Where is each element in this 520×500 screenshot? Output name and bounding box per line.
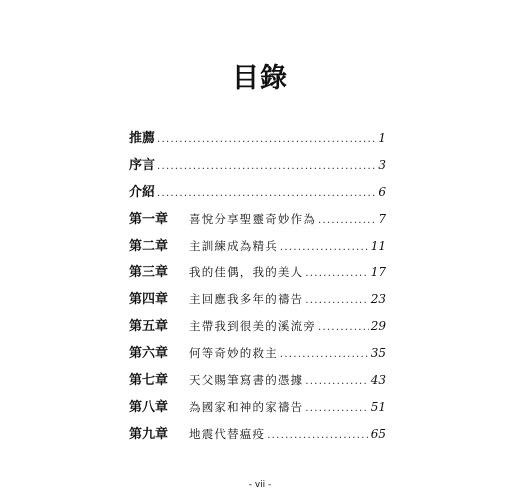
dot-leader — [305, 295, 368, 306]
toc-page-number: 51 — [370, 399, 386, 414]
dot-leader — [305, 268, 368, 279]
chapter-number: 第八章 — [129, 399, 169, 415]
dot-leader — [267, 430, 369, 441]
toc-entry-introduction — [129, 181, 386, 208]
toc-page-number: 35 — [370, 346, 386, 361]
toc-entry-label: 序言 — [129, 157, 156, 173]
toc-page-number: 11 — [370, 238, 386, 253]
toc-entry-recommendation — [129, 127, 386, 154]
toc-entry-label: 推薦 — [129, 131, 156, 146]
chapter-number: 第三章 — [129, 265, 169, 281]
toc-page-number: 7 — [378, 211, 386, 226]
chapter-number: 第七章 — [129, 373, 169, 389]
chapter-number: 第五章 — [129, 319, 169, 335]
chapter-title: 喜悅分享聖靈奇妙作為 — [189, 211, 316, 226]
dot-leader — [318, 215, 376, 226]
dot-leader — [157, 161, 376, 172]
dot-leader — [305, 376, 368, 387]
toc-entry-label: 介紹 — [129, 184, 156, 200]
chapter-title: 主回應我多年的禱告 — [189, 292, 304, 307]
chapter-number: 第九章 — [129, 426, 169, 442]
chapter-number: 第二章 — [129, 238, 169, 254]
chapter-title: 天父賜筆寫書的憑據 — [189, 373, 304, 388]
toc-entry-chapter-3 — [129, 261, 386, 288]
dot-leader — [280, 349, 369, 360]
toc-page-number: 23 — [370, 292, 386, 307]
toc-entry-chapter-2 — [129, 235, 386, 262]
table-of-contents — [129, 127, 386, 450]
toc-page-number: 65 — [370, 426, 386, 441]
page-footer-number: - vii - — [248, 480, 272, 490]
toc-page-number: 29 — [370, 319, 386, 334]
toc-entry-chapter-6 — [129, 342, 386, 369]
toc-entry-chapter-8 — [129, 396, 386, 423]
toc-page-number: 6 — [378, 184, 386, 199]
toc-entry-chapter-5 — [129, 315, 386, 342]
dot-leader — [318, 322, 369, 333]
chapter-title: 主訓練成為精兵 — [189, 238, 278, 253]
dot-leader — [280, 242, 369, 253]
dot-leader — [305, 403, 368, 414]
page-title: 目錄 — [232, 63, 288, 94]
chapter-title: 我的佳偶，我的美人 — [189, 265, 304, 280]
chapter-title: 主帶我到很美的溪流旁 — [189, 319, 316, 334]
toc-page-number: 3 — [378, 157, 386, 172]
chapter-title: 為國家和神的家禱告 — [189, 399, 304, 414]
toc-entry-chapter-4 — [129, 288, 386, 315]
dot-leader — [157, 134, 376, 145]
toc-page-number: 1 — [378, 131, 386, 145]
chapter-number: 第一章 — [129, 211, 169, 227]
toc-entry-chapter-9 — [129, 423, 386, 450]
chapter-number: 第四章 — [129, 292, 169, 308]
toc-entry-preface — [129, 154, 386, 181]
toc-entry-chapter-7 — [129, 369, 386, 396]
chapter-number: 第六章 — [129, 346, 169, 362]
toc-entry-chapter-1 — [129, 208, 386, 235]
chapter-title: 何等奇妙的救主 — [189, 346, 278, 361]
toc-page-number: 43 — [370, 373, 386, 388]
toc-page-number: 17 — [370, 265, 386, 280]
chapter-title: 地震代替瘟疫 — [189, 426, 266, 441]
dot-leader — [157, 188, 376, 199]
